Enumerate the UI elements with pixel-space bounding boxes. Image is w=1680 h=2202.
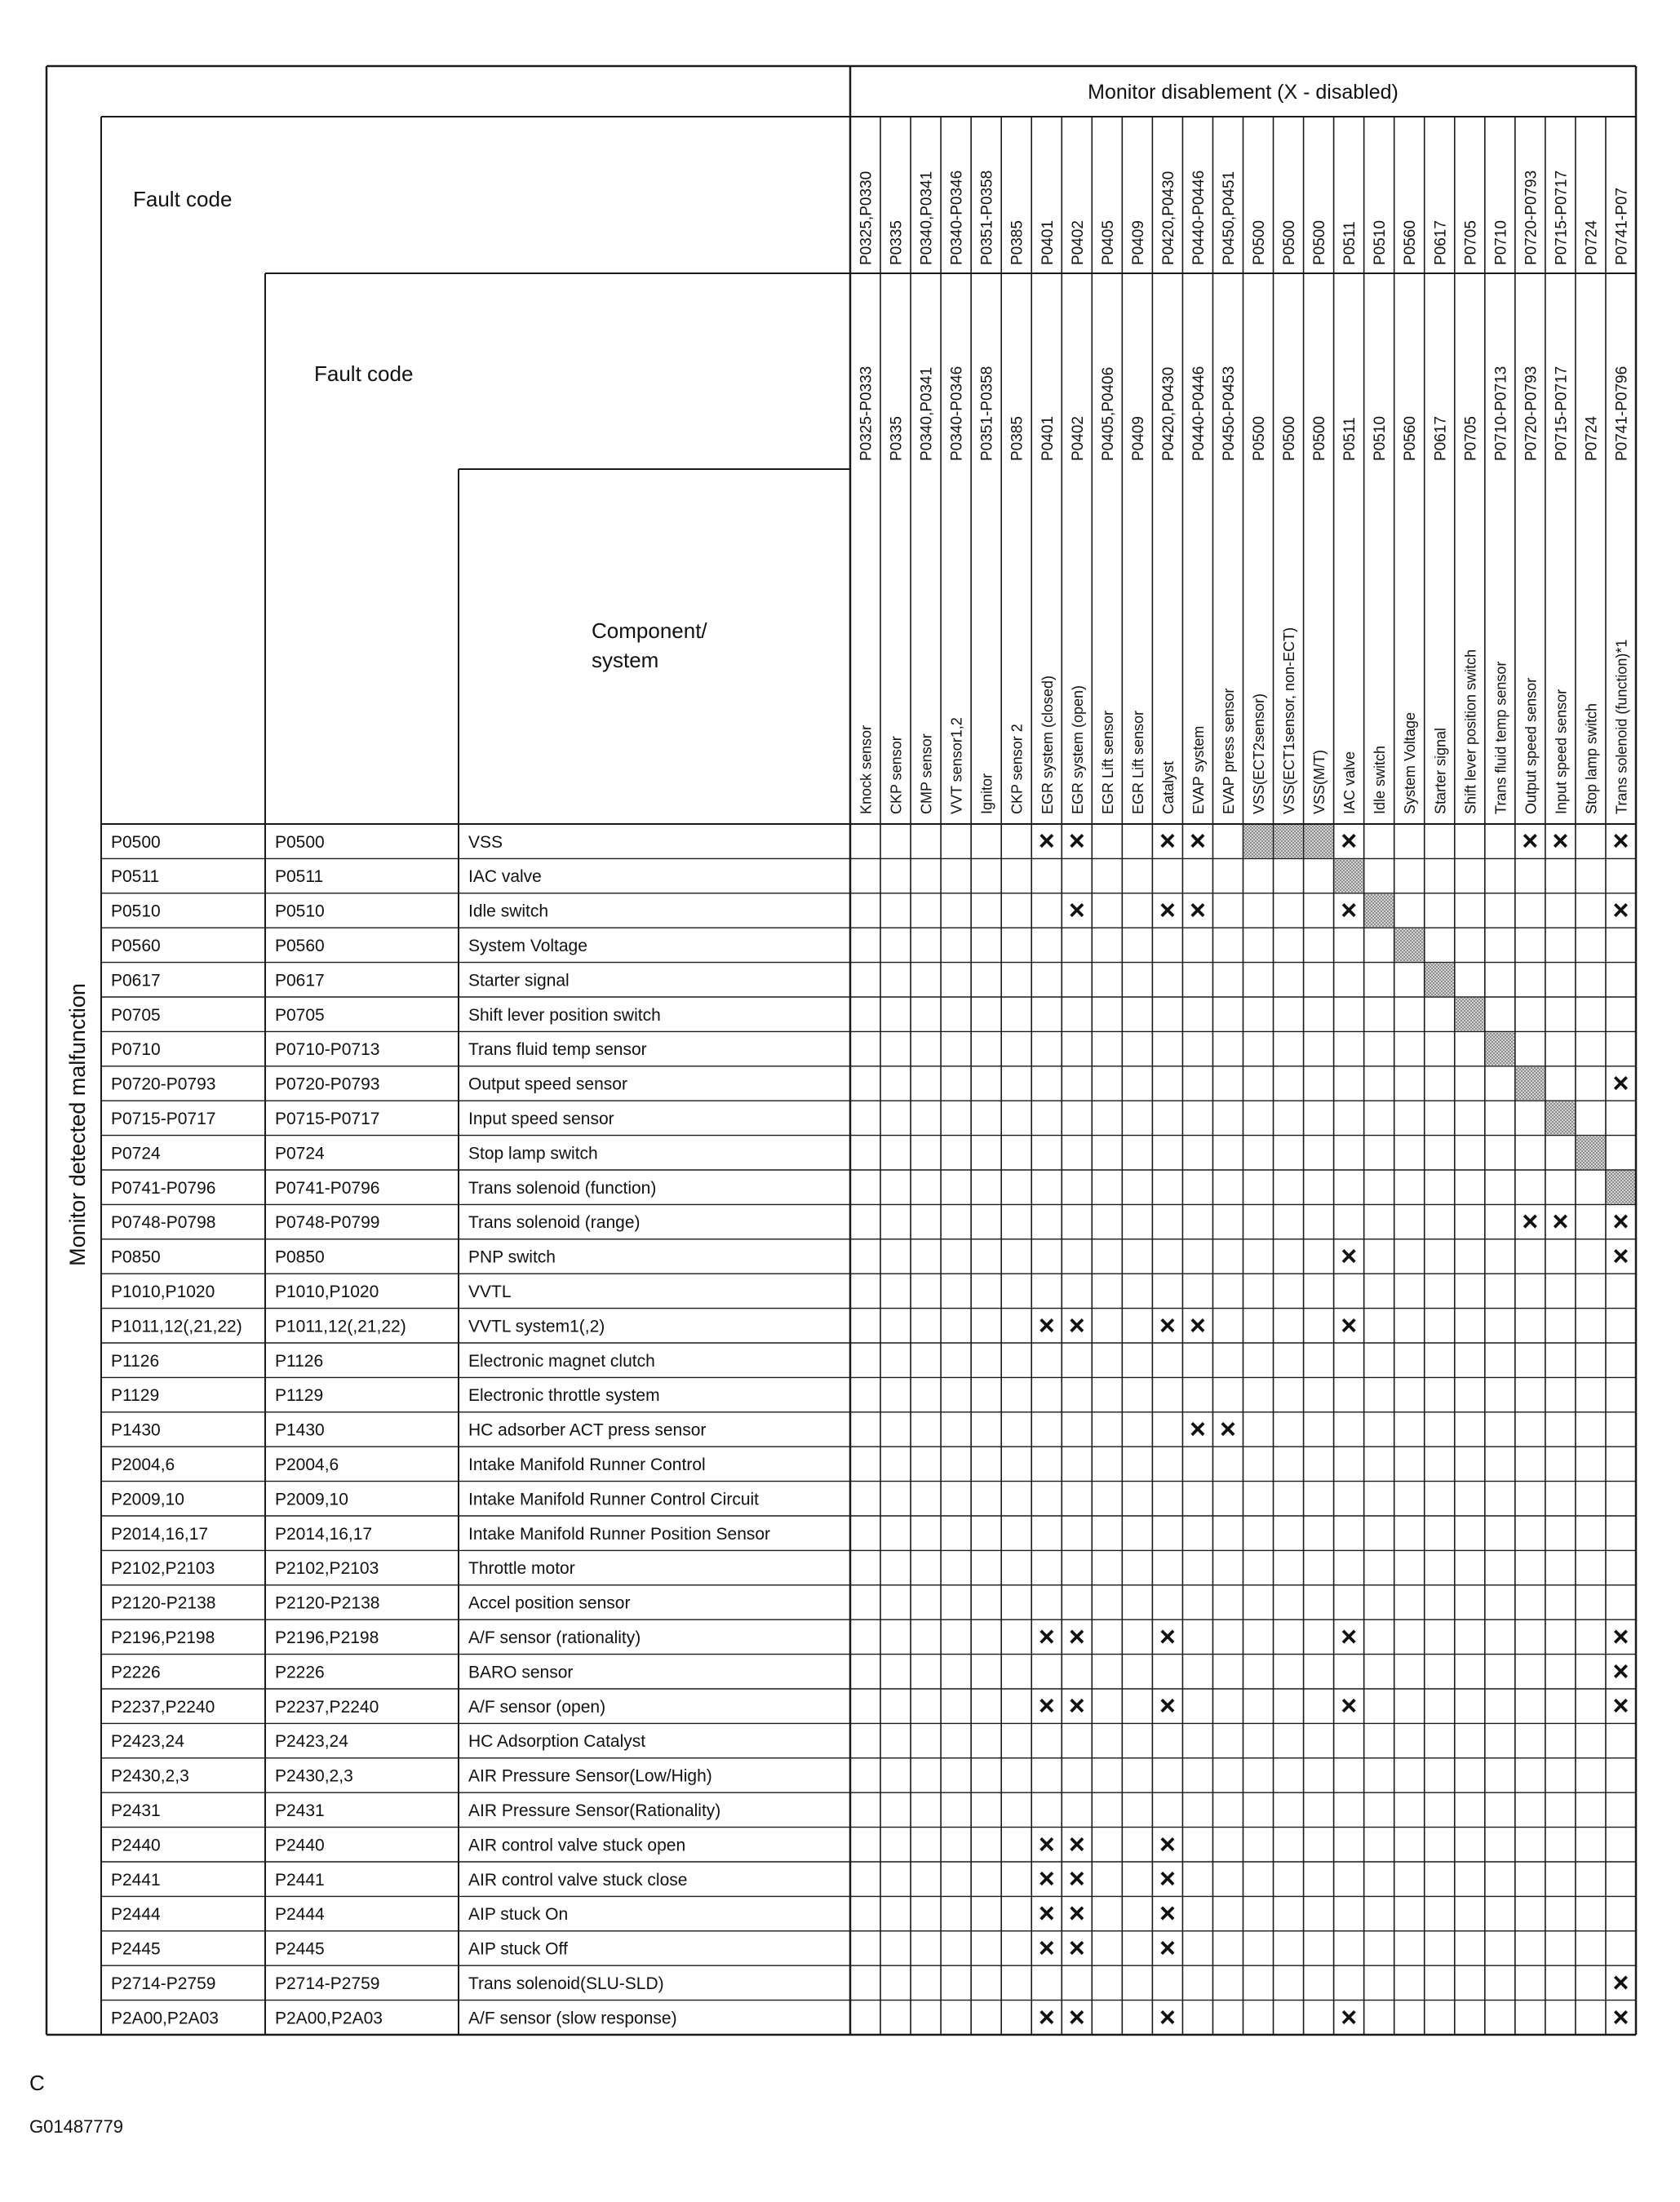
column-code2: P0385: [1008, 416, 1026, 461]
disabled-mark: ×: [1552, 826, 1569, 857]
row-code1: P0720-P0793: [111, 1074, 216, 1094]
column-code1: P0450,P0451: [1220, 171, 1238, 265]
column-code2: P0450-P0453: [1220, 366, 1238, 461]
row-code2: P0741-P0796: [275, 1178, 380, 1198]
row-component: Throttle motor: [468, 1559, 575, 1579]
row-code2: P0724: [275, 1144, 325, 1163]
row-code2: P1126: [275, 1351, 324, 1371]
column-component-name: Trans fluid temp sensor: [1492, 661, 1509, 814]
disabled-mark: ×: [1038, 1621, 1055, 1653]
disabled-mark: ×: [1068, 1690, 1085, 1722]
row-code1: P2444: [111, 1905, 161, 1925]
column-code2: P0405,P0406: [1099, 366, 1117, 461]
column-code2: P0440-P0446: [1190, 366, 1208, 461]
column-code2: P0335: [888, 416, 906, 461]
column-code1: P0720-P0793: [1523, 170, 1540, 265]
disabled-mark: ×: [1612, 1241, 1629, 1273]
column-component-name: IAC valve: [1341, 751, 1359, 814]
row-code1: P0560: [111, 937, 161, 956]
row-component: A/F sensor (rationality): [468, 1628, 641, 1648]
row-code1: P0617: [111, 971, 161, 990]
disabled-mark: ×: [1159, 1933, 1176, 1965]
row-component: IAC valve: [468, 867, 542, 887]
row-component: A/F sensor (open): [468, 1697, 606, 1717]
row-code2: P0715-P0717: [275, 1110, 380, 1129]
column-code1: P0420,P0430: [1159, 171, 1177, 265]
disabled-mark: ×: [1038, 1863, 1055, 1895]
disabled-mark: ×: [1068, 1828, 1085, 1860]
row-code1: P2196,P2198: [111, 1628, 215, 1648]
disabled-mark: ×: [1341, 1621, 1358, 1653]
column-code1: P0741-P07: [1613, 187, 1631, 265]
row-code2: P0510: [275, 902, 325, 921]
column-code2: P0617: [1432, 416, 1450, 461]
column-code1: P0402: [1069, 220, 1087, 265]
column-code2: P0402: [1069, 416, 1087, 461]
row-code1: P0715-P0717: [111, 1110, 216, 1129]
shaded-cell: [1365, 894, 1394, 927]
row-code1: P2009,10: [111, 1490, 184, 1509]
column-code2: P0420,P0430: [1159, 366, 1177, 461]
disabled-mark: ×: [1068, 1863, 1085, 1895]
row-code1: P2430,2,3: [111, 1766, 189, 1786]
column-code1: P0511: [1341, 221, 1359, 265]
column-component-name: Stop lamp switch: [1583, 702, 1600, 814]
row-code2: P2445: [275, 1939, 325, 1959]
row-code2: P0500: [275, 832, 325, 852]
row-component: Shift lever position switch: [468, 1005, 661, 1025]
inner-fault-code-label: Fault code: [314, 361, 414, 386]
row-component: HC Adsorption Catalyst: [468, 1732, 646, 1752]
component-label-line2: system: [592, 648, 659, 672]
column-component-name: EGR Lift sensor: [1129, 710, 1146, 814]
disabled-mark: ×: [1220, 1414, 1236, 1446]
column-code2: P0340,P0341: [918, 366, 936, 461]
row-component: Intake Manifold Runner Position Sensor: [468, 1524, 771, 1544]
disabled-mark: ×: [1552, 1206, 1569, 1238]
row-component: Intake Manifold Runner Control: [468, 1455, 706, 1475]
row-code1: P1011,12(,21,22): [111, 1317, 242, 1336]
column-component-name: Trans solenoid (function)*1: [1613, 639, 1630, 814]
row-component: A/F sensor (slow response): [468, 2009, 677, 2028]
row-component: AIR Pressure Sensor(Low/High): [468, 1766, 712, 1786]
column-code2: P0720-P0793: [1523, 366, 1540, 461]
group-title: Monitor disablement (X - disabled): [1088, 81, 1399, 104]
column-code2: P0560: [1402, 416, 1420, 461]
row-component: AIP stuck Off: [468, 1939, 568, 1959]
column-code2: P0409: [1129, 416, 1147, 461]
column-code2: P0351-P0358: [978, 366, 996, 461]
row-code2: P2A00,P2A03: [275, 2009, 383, 2028]
row-component: VSS: [468, 832, 503, 852]
disabled-mark: ×: [1068, 826, 1085, 857]
column-code2: P0710-P0713: [1492, 366, 1510, 461]
row-code2: P2226: [275, 1663, 325, 1682]
column-code2: P0401: [1039, 416, 1057, 461]
row-code1: P0741-P0796: [111, 1178, 216, 1198]
disabled-mark: ×: [1068, 1309, 1085, 1341]
row-code1: P1010,P1020: [111, 1283, 215, 1302]
row-code1: P2004,6: [111, 1455, 175, 1475]
column-code1: P0409: [1129, 220, 1147, 265]
row-code2: P0705: [275, 1005, 325, 1025]
disabled-mark: ×: [1068, 1621, 1085, 1653]
column-component-name: Catalyst: [1159, 760, 1177, 814]
row-component: Starter signal: [468, 971, 570, 990]
row-code2: P2014,16,17: [275, 1524, 373, 1544]
column-code2: P0705: [1462, 416, 1480, 461]
column-code1: P0724: [1583, 220, 1601, 265]
column-component-name: Idle switch: [1372, 745, 1389, 814]
column-component-name: EGR system (closed): [1039, 675, 1056, 814]
column-code1: P0500: [1311, 220, 1329, 265]
disabled-mark: ×: [1341, 1241, 1358, 1273]
shaded-cell: [1576, 1136, 1605, 1169]
column-code1: P0500: [1251, 220, 1269, 265]
row-code1: P0748-P0798: [111, 1213, 216, 1233]
disabled-mark: ×: [1159, 1309, 1176, 1341]
shaded-cell: [1335, 859, 1363, 892]
row-code2: P0511: [275, 867, 324, 887]
row-code1: P0511: [111, 867, 160, 887]
disabled-mark: ×: [1038, 826, 1055, 857]
column-code1: P0500: [1281, 220, 1299, 265]
disabled-mark: ×: [1190, 1309, 1206, 1341]
column-component-name: CKP sensor: [888, 736, 905, 814]
disabled-mark: ×: [1159, 2001, 1176, 2033]
column-code2: P0325-P0333: [858, 366, 875, 461]
column-component-name: Knock sensor: [858, 724, 875, 814]
disabled-mark: ×: [1159, 895, 1176, 927]
figure-id: G01487779: [29, 2116, 123, 2137]
row-code2: P0720-P0793: [275, 1074, 380, 1094]
disabled-mark: ×: [1159, 1621, 1176, 1653]
disabled-mark: ×: [1068, 1933, 1085, 1965]
row-code1: P2423,24: [111, 1732, 184, 1752]
disabled-mark: ×: [1159, 826, 1176, 857]
row-code2: P1011,12(,21,22): [275, 1317, 406, 1336]
row-component: Input speed sensor: [468, 1110, 614, 1129]
shaded-cell: [1244, 825, 1273, 857]
column-code2: P0510: [1372, 416, 1390, 461]
disabled-mark: ×: [1612, 1967, 1629, 1999]
row-code1: P2226: [111, 1663, 161, 1682]
disabled-mark: ×: [1612, 1655, 1629, 1687]
row-code2: P1129: [275, 1386, 324, 1406]
column-component-name: EGR Lift sensor: [1099, 710, 1116, 814]
shaded-cell: [1546, 1101, 1575, 1134]
column-code2: P0500: [1251, 416, 1269, 461]
column-code2: P0741-P0796: [1613, 366, 1631, 461]
row-component: Accel position sensor: [468, 1593, 631, 1613]
disabled-mark: ×: [1612, 826, 1629, 857]
row-code1: P0500: [111, 832, 161, 852]
shaded-cell: [1486, 1032, 1514, 1065]
row-component: VVTL system1(,2): [468, 1317, 605, 1336]
component-label-line1: Component/: [592, 618, 707, 643]
row-code1: P2440: [111, 1836, 161, 1855]
shaded-cell: [1516, 1067, 1545, 1100]
row-component: Trans solenoid (range): [468, 1213, 641, 1233]
row-code1: P1430: [111, 1420, 161, 1440]
row-component: Idle switch: [468, 902, 549, 921]
column-code1: P0385: [1008, 220, 1026, 265]
row-code2: P1010,P1020: [275, 1283, 379, 1302]
row-code2: P2440: [275, 1836, 325, 1855]
disabled-mark: ×: [1190, 1414, 1206, 1446]
row-code1: P0710: [111, 1040, 161, 1060]
row-code1: P2237,P2240: [111, 1697, 215, 1717]
shaded-cell: [1274, 825, 1303, 857]
column-component-name: CMP sensor: [918, 733, 935, 814]
shaded-cell: [1425, 964, 1454, 996]
row-component: Trans fluid temp sensor: [468, 1040, 647, 1060]
column-component-name: VSS(ECT1sensor, non-ECT): [1281, 627, 1298, 814]
disabled-mark: ×: [1341, 1309, 1358, 1341]
disabled-mark: ×: [1159, 1828, 1176, 1860]
disabled-mark: ×: [1038, 1933, 1055, 1965]
column-code1: P0340,P0341: [918, 171, 936, 265]
row-code2: P2714-P2759: [275, 1974, 380, 1994]
column-code1: P0560: [1402, 220, 1420, 265]
row-code1: P0705: [111, 1005, 161, 1025]
row-code1: P0724: [111, 1144, 161, 1163]
disabled-mark: ×: [1038, 1690, 1055, 1722]
column-component-name: EVAP system: [1190, 725, 1207, 814]
row-code1: P2102,P2103: [111, 1559, 215, 1579]
row-component: Output speed sensor: [468, 1074, 627, 1094]
row-component: Stop lamp switch: [468, 1144, 598, 1163]
disabled-mark: ×: [1068, 1898, 1085, 1930]
column-code1: P0710: [1492, 220, 1510, 265]
disabled-mark: ×: [1341, 826, 1358, 857]
column-component-name: Input speed sensor: [1553, 689, 1570, 814]
row-code2: P0710-P0713: [275, 1040, 380, 1060]
row-code1: P2445: [111, 1939, 161, 1959]
disabled-mark: ×: [1341, 2001, 1358, 2033]
column-code1: P0617: [1432, 220, 1450, 265]
row-code2: P2004,6: [275, 1455, 339, 1475]
footer-letter: C: [29, 2071, 45, 2095]
disabled-mark: ×: [1038, 2001, 1055, 2033]
column-component-name: System Voltage: [1402, 711, 1419, 814]
row-code1: P2014,16,17: [111, 1524, 209, 1544]
row-component: AIR control valve stuck close: [468, 1870, 688, 1890]
disabled-mark: ×: [1612, 1621, 1629, 1653]
row-code2: P2431: [275, 1801, 325, 1821]
disabled-mark: ×: [1612, 1068, 1629, 1100]
column-code1: P0325,P0330: [858, 171, 875, 265]
row-component: AIR Pressure Sensor(Rationality): [468, 1801, 721, 1821]
row-code2: P0560: [275, 937, 325, 956]
disabled-mark: ×: [1612, 1690, 1629, 1722]
row-component: Intake Manifold Runner Control Circuit: [468, 1490, 759, 1509]
shaded-cell: [1305, 825, 1333, 857]
column-component-name: Starter signal: [1432, 727, 1449, 814]
column-code2: P0340-P0346: [948, 366, 966, 461]
disabled-mark: ×: [1159, 1690, 1176, 1722]
shaded-cell: [1456, 998, 1484, 1030]
shaded-cells: [1244, 825, 1636, 1203]
disabled-mark: ×: [1612, 895, 1629, 927]
disabled-mark: ×: [1341, 895, 1358, 927]
column-code1: P0440-P0446: [1190, 170, 1208, 265]
row-code2: P0617: [275, 971, 325, 990]
row-component: AIR control valve stuck open: [468, 1836, 686, 1855]
row-component: VVTL: [468, 1283, 512, 1302]
column-code1: P0340-P0346: [948, 170, 966, 265]
row-code2: P2441: [275, 1870, 325, 1890]
disabled-mark: ×: [1612, 1206, 1629, 1238]
table-text: [65, 81, 1630, 2033]
row-code1: P2431: [111, 1801, 161, 1821]
row-code2: P0850: [275, 1247, 325, 1267]
row-code2: P2444: [275, 1905, 325, 1925]
disabled-mark: ×: [1068, 895, 1085, 927]
shaded-cell: [1607, 1171, 1635, 1203]
row-code1: P2441: [111, 1870, 161, 1890]
row-code2: P2430,2,3: [275, 1766, 353, 1786]
row-component: PNP switch: [468, 1247, 556, 1267]
disabled-mark: ×: [1159, 1863, 1176, 1895]
column-component-name: Output speed sensor: [1523, 677, 1540, 814]
row-code2: P2196,P2198: [275, 1628, 379, 1648]
row-code1: P1129: [111, 1386, 160, 1406]
column-code2: P0500: [1281, 416, 1299, 461]
column-code1: P0401: [1039, 220, 1057, 265]
row-component: Trans solenoid (function): [468, 1178, 657, 1198]
row-code1: P0510: [111, 902, 161, 921]
row-code2: P2120-P2138: [275, 1593, 380, 1613]
disabled-mark: ×: [1522, 826, 1539, 857]
row-component: System Voltage: [468, 937, 587, 956]
column-code1: P0510: [1372, 220, 1390, 265]
row-component: Electronic magnet clutch: [468, 1351, 655, 1371]
disabled-mark: ×: [1190, 895, 1206, 927]
column-component-name: EVAP press sensor: [1220, 688, 1237, 814]
disabled-mark: ×: [1038, 1828, 1055, 1860]
row-code2: P1430: [275, 1420, 325, 1440]
column-component-name: CKP sensor 2: [1008, 724, 1026, 814]
disabled-mark: ×: [1190, 826, 1206, 857]
column-code2: P0500: [1311, 416, 1329, 461]
row-code2: P2102,P2103: [275, 1559, 379, 1579]
row-component: Electronic throttle system: [468, 1386, 660, 1406]
column-code1: P0335: [888, 220, 906, 265]
column-component-name: Shift lever position switch: [1462, 649, 1479, 814]
row-code2: P2009,10: [275, 1490, 348, 1509]
row-code1: P2714-P2759: [111, 1974, 216, 1994]
column-code2: P0511: [1341, 417, 1359, 461]
row-code2: P2237,P2240: [275, 1697, 379, 1717]
row-code1: P2A00,P2A03: [111, 2009, 219, 2028]
disabled-mark: ×: [1038, 1309, 1055, 1341]
column-component-name: EGR system (open): [1069, 685, 1086, 814]
row-component: HC adsorber ACT press sensor: [468, 1420, 707, 1440]
outer-fault-code-label: Fault code: [133, 187, 233, 211]
side-label: Monitor detected malfunction: [65, 983, 90, 1266]
shaded-cell: [1395, 928, 1424, 961]
row-component: AIP stuck On: [468, 1905, 569, 1925]
disabled-mark: ×: [1341, 1690, 1358, 1722]
column-code1: P0351-P0358: [978, 170, 996, 265]
row-code2: P2423,24: [275, 1732, 348, 1752]
column-component-name: VSS(M/T): [1311, 750, 1328, 814]
column-code1: P0705: [1462, 220, 1480, 265]
column-code2: P0715-P0717: [1553, 366, 1571, 461]
row-code1: P1126: [111, 1351, 160, 1371]
column-code2: P0724: [1583, 416, 1601, 461]
column-component-name: VVT sensor1,2: [948, 717, 965, 814]
disabled-mark: ×: [1159, 1898, 1176, 1930]
disabled-mark: ×: [1612, 2001, 1629, 2033]
column-code1: P0715-P0717: [1553, 170, 1571, 265]
column-component-name: Ignitor: [978, 773, 995, 814]
disabled-mark: ×: [1522, 1206, 1539, 1238]
column-component-name: VSS(ECT2sensor): [1251, 693, 1268, 814]
column-code1: P0405: [1099, 220, 1117, 265]
row-component: Trans solenoid(SLU-SLD): [468, 1974, 664, 1994]
row-code1: P2120-P2138: [111, 1593, 216, 1613]
row-code1: P0850: [111, 1247, 161, 1267]
row-code2: P0748-P0799: [275, 1213, 380, 1233]
disabled-mark: ×: [1068, 2001, 1085, 2033]
disabled-mark: ×: [1038, 1898, 1055, 1930]
row-component: BARO sensor: [468, 1663, 574, 1682]
